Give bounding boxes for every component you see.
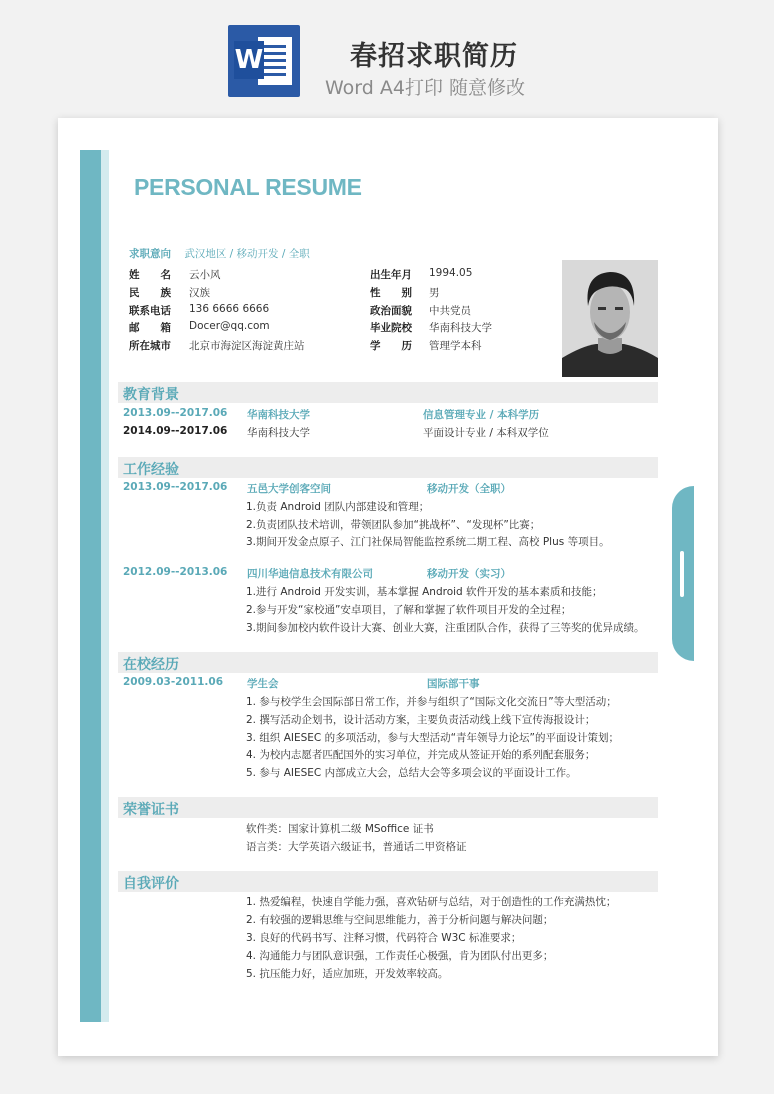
- job-item: 1.负责 Android 团队内部建设和管理；: [246, 501, 430, 513]
- left-accent-bar-light: [101, 150, 109, 1022]
- job-intent-value: 武汉地区 / 移动开发 / 全职: [184, 248, 310, 260]
- resume-title: PERSONAL RESUME: [134, 174, 362, 200]
- edu-school: 华南科技大学: [247, 427, 310, 439]
- info-label: 出生年月: [370, 269, 412, 281]
- edu-date: 2013.09--2017.06: [123, 407, 228, 419]
- job-item: 2.负责团队技术培训，带领团队参加“挑战杯”、“发现杯”比赛；: [246, 519, 541, 531]
- self-eval-item: 4. 沟通能力与团队意识强，工作责任心极强，肯为团队付出更多；: [246, 950, 554, 962]
- edu-row: [123, 407, 540, 421]
- section-title-work: 工作经验: [123, 462, 179, 478]
- info-value: 136 6666 6666: [189, 303, 270, 315]
- section-title-education: 教育背景: [123, 387, 179, 403]
- word-logo-icon: [228, 25, 300, 97]
- edu-school: 华南科技大学: [247, 409, 310, 421]
- page-subtitle: Word A4打印 随意修改: [325, 77, 526, 99]
- info-label: 联系电话: [129, 305, 171, 317]
- info-label: 民 族: [129, 287, 171, 299]
- honor-item: 语言类：大学英语六级证书，普通话二甲资格证: [246, 841, 467, 853]
- job-item: 3.期间参加校内软件设计大赛、创业大赛，注重团队合作，获得了三等奖的优异成绩。: [246, 622, 645, 634]
- edu-major: 信息管理专业 / 本科学历: [423, 409, 540, 421]
- info-label: 邮 箱: [129, 322, 171, 334]
- campus-item: 2. 撰写活动企划书，设计活动方案，主要负责活动线上线下宣传海报设计；: [246, 714, 596, 726]
- honor-item: 软件类：国家计算机二级 MSoffice 证书: [246, 823, 434, 835]
- job-intent: [129, 246, 310, 261]
- info-row: [129, 303, 270, 318]
- info-row: [370, 285, 440, 300]
- info-label: 毕业院校: [370, 322, 412, 334]
- info-label: 学 历: [370, 340, 412, 352]
- job-intent-label: 求职意向: [129, 248, 171, 260]
- info-label: 所在城市: [129, 340, 171, 352]
- resume-paper: [58, 118, 718, 1056]
- job-header: [123, 481, 511, 495]
- job-org: 五邑大学创客空间: [247, 483, 331, 495]
- campus-item: 3. 组织 AIESEC 的多项活动，参与大型活动“青年领导力论坛”的平面设计策划；: [246, 732, 619, 744]
- job-role: 移动开发（全职）: [427, 483, 511, 495]
- info-value: 云小风: [189, 269, 221, 281]
- info-value: 汉族: [189, 287, 210, 299]
- campus-header: [123, 676, 480, 690]
- self-eval-item: 1. 热爱编程，快速自学能力强，喜欢钻研与总结，对于创造性的工作充满热忱；: [246, 896, 617, 908]
- info-row: [370, 303, 471, 318]
- info-row: [370, 338, 482, 353]
- campus-org: 学生会: [247, 678, 279, 690]
- info-value: 中共党员: [429, 305, 471, 317]
- portrait-image: [562, 260, 658, 377]
- campus-item: 5. 参与 AIESEC 内部成立大会，总结大会等多项会议的平面设计工作。: [246, 767, 577, 779]
- info-label: 性 别: [370, 287, 412, 299]
- section-title-self-eval: 自我评价: [123, 876, 179, 892]
- info-value: Docer@qq.com: [189, 320, 270, 332]
- edu-major: 平面设计专业 / 本科双学位: [423, 427, 549, 439]
- left-accent-bar: [80, 150, 101, 1022]
- campus-item: 1. 参与校学生会国际部日常工作，并参与组织了“国际文化交流日”等大型活动；: [246, 696, 617, 708]
- side-scroll-tab[interactable]: [672, 486, 694, 661]
- section-bar-honors: [118, 797, 658, 818]
- self-eval-item: 2. 有较强的逻辑思维与空间思维能力，善于分析问题与解决问题；: [246, 914, 554, 926]
- info-value: 1994.05: [429, 267, 473, 279]
- info-label: 政治面貌: [370, 305, 412, 317]
- campus-date: 2009.03-2011.06: [123, 676, 224, 688]
- self-eval-item: 3. 良好的代码书写、注释习惯，代码符合 W3C 标准要求；: [246, 932, 522, 944]
- job-org: 四川华迪信息技术有限公司: [247, 568, 373, 580]
- job-item: 2.参与开发“家校通”安卓项目，了解和掌握了软件项目开发的全过程；: [246, 604, 572, 616]
- job-header: [123, 566, 511, 580]
- info-row: [129, 338, 305, 353]
- job-date: 2013.09--2017.06: [123, 481, 228, 493]
- info-row: [370, 267, 473, 282]
- job-item: 1.进行 Android 开发实训，基本掌握 Android 软件开发的基本素质和技能；: [246, 586, 603, 598]
- tab-handle-icon: [680, 551, 684, 597]
- word-letter: W: [234, 41, 264, 79]
- info-value: 华南科技大学: [429, 322, 492, 334]
- info-row: [129, 285, 210, 300]
- info-value: 北京市海淀区海淀黄庄站: [189, 340, 305, 352]
- section-title-campus: 在校经历: [123, 657, 179, 673]
- job-role: 移动开发（实习）: [427, 568, 511, 580]
- self-eval-item: 5. 抗压能力好，适应加班，开发效率较高。: [246, 968, 449, 980]
- section-bar-campus: [118, 652, 658, 673]
- info-label: 姓 名: [129, 269, 171, 281]
- campus-role: 国际部干事: [427, 678, 480, 690]
- section-bar-education: [118, 382, 658, 403]
- section-bar-work: [118, 457, 658, 478]
- profile-photo: [562, 260, 658, 377]
- edu-date: 2014.09--2017.06: [123, 425, 228, 437]
- info-row: [129, 320, 270, 335]
- info-row: [370, 320, 492, 335]
- job-date: 2012.09--2013.06: [123, 566, 228, 578]
- section-title-honors: 荣誉证书: [123, 802, 179, 818]
- job-item: 3.期间开发金点原子、江门社保局智能监控系统二期工程、高校 Plus 等项目。: [246, 536, 610, 548]
- info-value: 男: [429, 287, 440, 299]
- info-value: 管理学本科: [429, 340, 482, 352]
- page-title: 春招求职简历: [350, 41, 518, 72]
- section-bar-self-eval: [118, 871, 658, 892]
- campus-item: 4. 为校内志愿者匹配国外的实习单位，并完成从签证开始的系列配套服务；: [246, 749, 596, 761]
- edu-row: [123, 425, 549, 439]
- info-row: [129, 267, 221, 282]
